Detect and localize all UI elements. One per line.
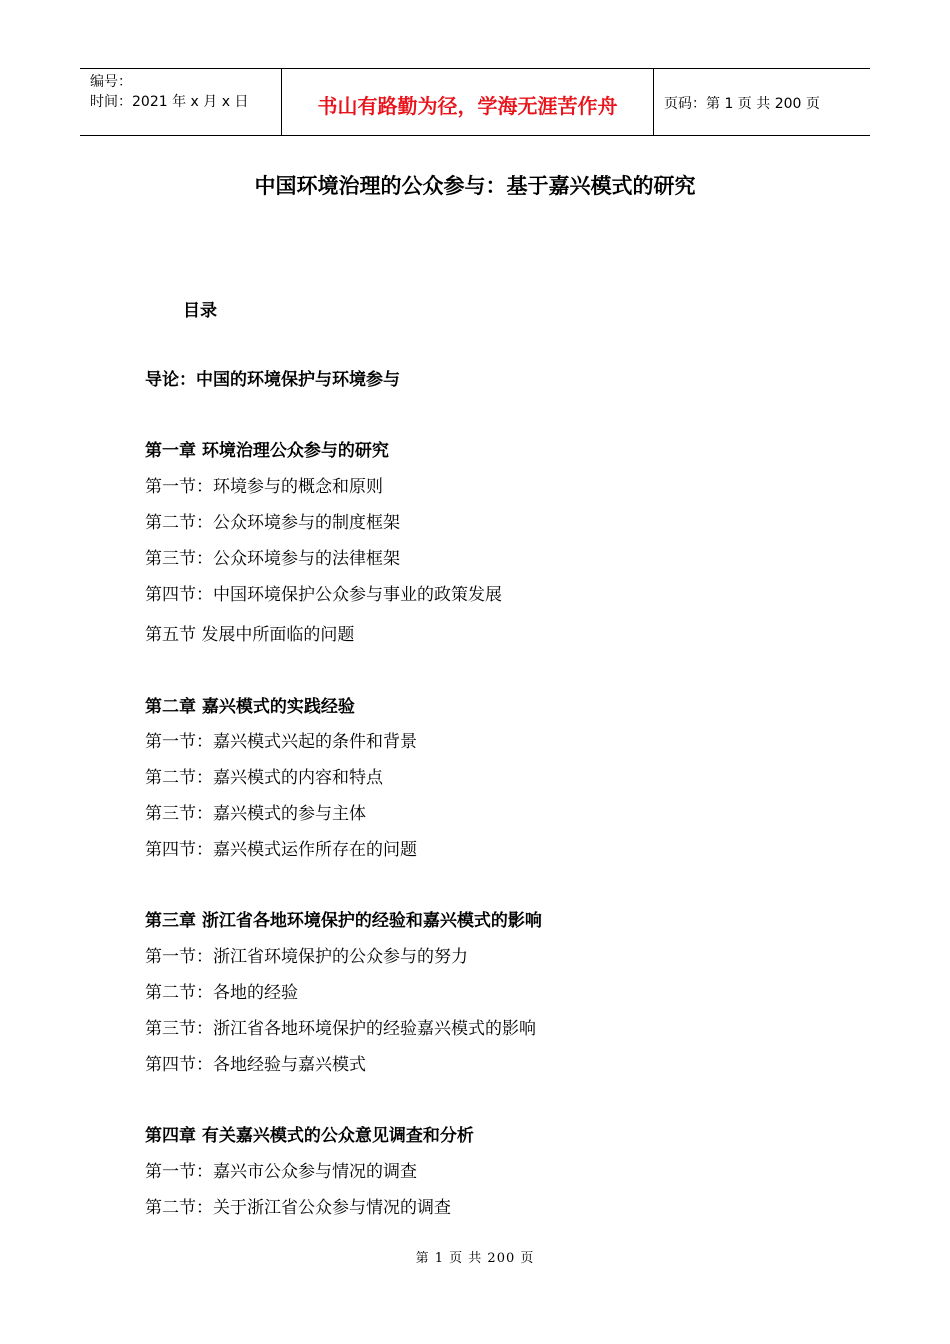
header-meta-cell	[80, 69, 281, 135]
toc-ch3-section-2: 第二节：各地的经验	[145, 983, 298, 1003]
page-info-cell	[654, 69, 870, 135]
toc-chapter-1: 第一章 环境治理公众参与的研究	[145, 441, 389, 461]
toc-chapter-3: 第三章 浙江省各地环境保护的经验和嘉兴模式的影响	[145, 911, 542, 931]
toc-ch1-section-4: 第四节：中国环境保护公众参与事业的政策发展	[145, 585, 502, 605]
toc-ch1-section-3: 第三节：公众环境参与的法律框架	[145, 549, 400, 569]
toc-ch3-section-4: 第四节：各地经验与嘉兴模式	[145, 1055, 366, 1075]
toc-ch4-section-1: 第一节：嘉兴市公众参与情况的调查	[145, 1162, 417, 1182]
toc-intro: 导论：中国的环境保护与环境参与	[145, 370, 400, 390]
header-table	[80, 68, 870, 136]
toc-ch4-section-2: 第二节：关于浙江省公众参与情况的调查	[145, 1198, 451, 1218]
toc-ch2-section-4: 第四节：嘉兴模式运作所存在的问题	[145, 840, 417, 860]
toc-ch1-section-2: 第二节：公众环境参与的制度框架	[145, 513, 400, 533]
motto-text: 书山有路勤为径，学海无涯苦作舟	[317, 93, 618, 118]
toc-heading: 目录	[183, 301, 217, 321]
toc-ch3-section-3: 第三节：浙江省各地环境保护的经验嘉兴模式的影响	[145, 1019, 536, 1039]
toc-ch2-section-2: 第二节：嘉兴模式的内容和特点	[145, 768, 383, 788]
toc-chapter-2: 第二章 嘉兴模式的实践经验	[145, 697, 355, 717]
time-label: 时间：2021 年 x 月 x 日	[90, 94, 249, 110]
toc-ch1-section-5: 第五节 发展中所面临的问题	[145, 625, 355, 645]
document-title: 中国环境治理的公众参与：基于嘉兴模式的研究	[254, 173, 696, 198]
page-footer: 第 1 页 共 200 页	[415, 1251, 535, 1266]
toc-ch1-section-1: 第一节：环境参与的概念和原则	[145, 477, 383, 497]
toc-ch2-section-3: 第三节：嘉兴模式的参与主体	[145, 804, 366, 824]
toc-chapter-4: 第四章 有关嘉兴模式的公众意见调查和分析	[145, 1126, 474, 1146]
motto-cell	[281, 69, 654, 135]
number-label: 编号：	[90, 74, 132, 90]
page-info-text: 页码：第 1 页 共 200 页	[664, 96, 820, 112]
toc-ch3-section-1: 第一节：浙江省环境保护的公众参与的努力	[145, 947, 468, 967]
toc-ch2-section-1: 第一节：嘉兴模式兴起的条件和背景	[145, 732, 417, 752]
